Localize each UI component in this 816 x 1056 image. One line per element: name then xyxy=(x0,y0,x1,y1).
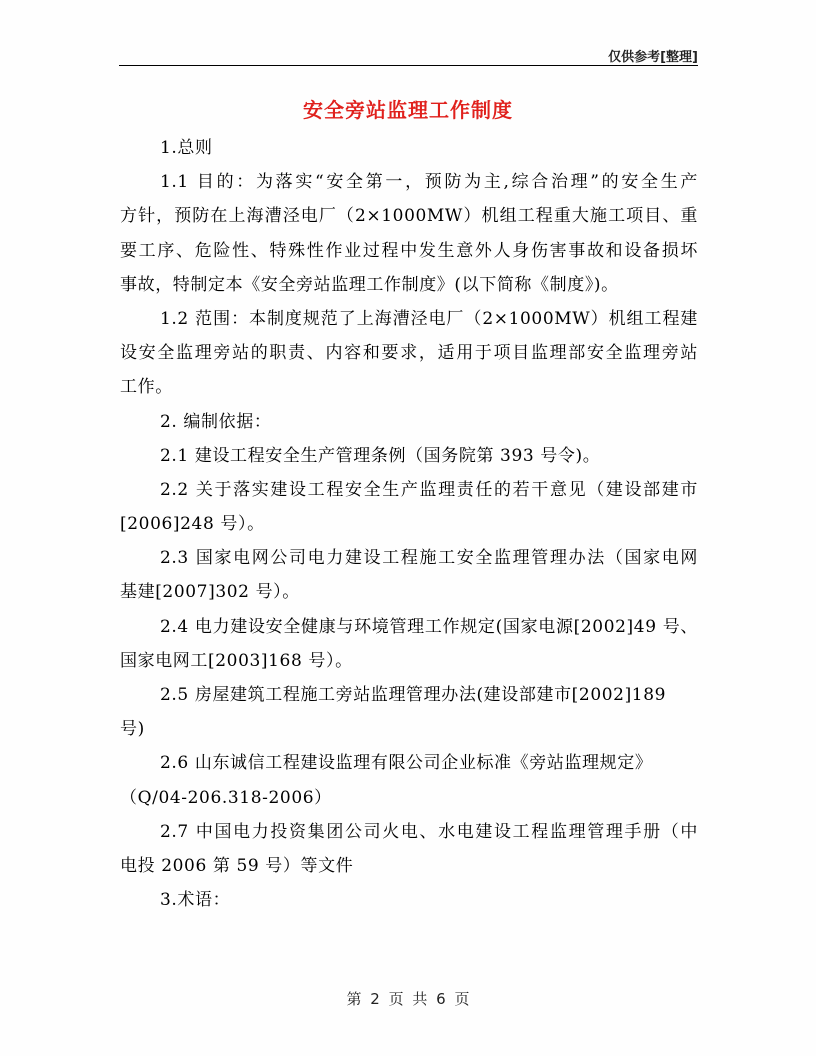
document-title: 安全旁站监理工作制度 xyxy=(303,98,513,122)
paragraph-line: 2.4 电力建设安全健康与环境管理工作规定(国家电源[2002]49 号、 xyxy=(160,616,698,637)
paragraph-line: 基建[2007]302 号）。 xyxy=(120,582,300,603)
paragraph-line: [2006]248 号）。 xyxy=(120,514,265,535)
paragraph-line: 2.5 房屋建筑工程施工旁站监理管理办法(建设部建市[2002]189 xyxy=(160,685,667,705)
paragraph-line: 电投 2006 第 59 号）等文件 xyxy=(120,855,354,876)
paragraph-line: （Q/04-206.318-2006） xyxy=(120,787,332,808)
document-body xyxy=(120,131,698,917)
paragraph-line: 2.3 国家电网公司电力建设工程施工安全监理管理办法（国家电网 xyxy=(160,548,698,569)
paragraph-line: 1.1 目的：为落实“安全第一，预防为主,综合治理”的安全生产 xyxy=(160,172,698,193)
paragraph-line: 事故，特制定本《安全旁站监理工作制度》(以下简称《制度》)。 xyxy=(120,274,619,295)
paragraph-line: 工作。 xyxy=(120,377,173,398)
page-number: 第 2 页 共 6 页 xyxy=(346,990,470,1008)
paragraph-line: 1.2 范围：本制度规范了上海漕泾电厂（2×1000MW）机组工程建 xyxy=(160,308,698,329)
header-divider xyxy=(119,65,698,66)
section-heading: 3.术语： xyxy=(160,890,231,911)
header-note: 仅供参考[整理] xyxy=(608,50,698,65)
paragraph-line: 要工序、危险性、特殊性作业过程中发生意外人身伤害事故和设备损坏 xyxy=(120,240,698,261)
paragraph-line: 方针，预防在上海漕泾电厂（2×1000MW）机组工程重大施工项目、重 xyxy=(120,206,698,227)
paragraph-line: 2.6 山东诚信工程建设监理有限公司企业标准《旁站监理规定》 xyxy=(160,753,653,774)
paragraph-line: 2.7 中国电力投资集团公司火电、水电建设工程监理管理手册（中 xyxy=(160,821,698,842)
paragraph-line: 2.2 关于落实建设工程安全生产监理责任的若干意见（建设部建市 xyxy=(160,479,698,500)
section-heading: 2. 编制依据： xyxy=(160,411,272,432)
paragraph-line: 1.总则 xyxy=(160,138,213,158)
paragraph-line: 号) xyxy=(120,719,145,740)
paragraph-line: 国家电网工[2003]168 号）。 xyxy=(120,650,353,671)
paragraph-line: 设安全监理旁站的职责、内容和要求，适用于项目监理部安全监理旁站 xyxy=(120,343,698,364)
paragraph-line: 2.1 建设工程安全生产管理条例（国务院第 393 号令)。 xyxy=(160,445,601,466)
